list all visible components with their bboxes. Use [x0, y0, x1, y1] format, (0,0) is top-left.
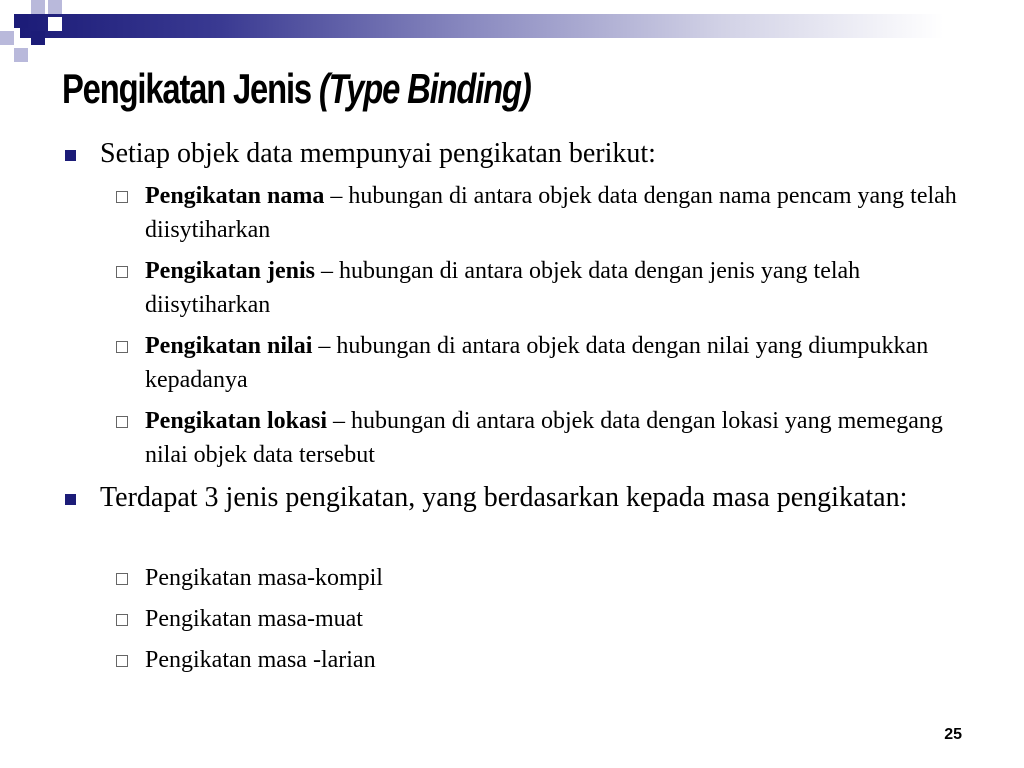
header-gradient-bar: [20, 14, 1024, 38]
sub-bullet-term: Pengikatan nama: [145, 183, 325, 209]
decor-square: [48, 17, 62, 31]
bullet-text: Terdapat 3 jenis pengikatan, yang berdasarkan kepada masa pengikatan:: [100, 482, 908, 513]
hollow-square-bullet-icon: [116, 416, 128, 428]
hollow-square-bullet-icon: [116, 191, 128, 203]
hollow-square-bullet-icon: [116, 655, 128, 667]
sub-bullet-term: Pengikatan lokasi: [145, 408, 328, 434]
decor-square: [31, 0, 45, 14]
filled-square-bullet-icon: [65, 494, 76, 505]
decor-square: [14, 14, 28, 28]
decor-square: [0, 31, 14, 45]
sub-bullet-item: [145, 602, 975, 636]
sub-bullet-desc: – hubungan di antara objek data dengan nilai yang diumpukkan kepadanya: [145, 333, 929, 393]
sub-bullet-item: [145, 179, 975, 247]
bullet-item: [100, 481, 960, 515]
hollow-square-bullet-icon: [116, 573, 128, 585]
sub-bullet-term: Pengikatan jenis: [145, 258, 316, 284]
sub-bullet-desc: – hubungan di antara objek data dengan lokasi yang memegang nilai objek data tersebut: [145, 408, 943, 468]
sub-bullet-text: Pengikatan masa-muat: [145, 606, 363, 632]
hollow-square-bullet-icon: [116, 266, 128, 278]
bullet-text: Setiap objek data mempunyai pengikatan berikut:: [100, 138, 656, 169]
hollow-square-bullet-icon: [116, 614, 128, 626]
sub-bullet-text: Pengikatan masa -larian: [145, 647, 376, 673]
page-number: 25: [944, 726, 962, 743]
hollow-square-bullet-icon: [116, 341, 128, 353]
sub-bullet-item: [145, 329, 975, 397]
sub-bullet-item: [145, 561, 975, 595]
sub-bullet-term: Pengikatan nilai: [145, 333, 313, 359]
sub-bullet-desc: – hubungan di antara objek data dengan jenis yang telah diisytiharkan: [145, 258, 861, 318]
sub-bullet-desc: – hubungan di antara objek data dengan nama pencam yang telah diisytiharkan: [145, 183, 957, 243]
filled-square-bullet-icon: [65, 150, 76, 161]
title-italic: (Type Binding): [318, 65, 531, 112]
decor-square: [14, 48, 28, 62]
sub-bullet-item: [145, 643, 975, 677]
slide-title: [62, 64, 531, 114]
decor-square: [48, 0, 62, 14]
sub-bullet-text: Pengikatan masa-kompil: [145, 565, 383, 591]
sub-bullet-item: [145, 404, 975, 472]
title-main: Pengikatan Jenis: [62, 65, 319, 112]
sub-bullet-item: [145, 254, 975, 322]
decor-square: [31, 31, 45, 45]
bullet-item: [100, 137, 960, 171]
